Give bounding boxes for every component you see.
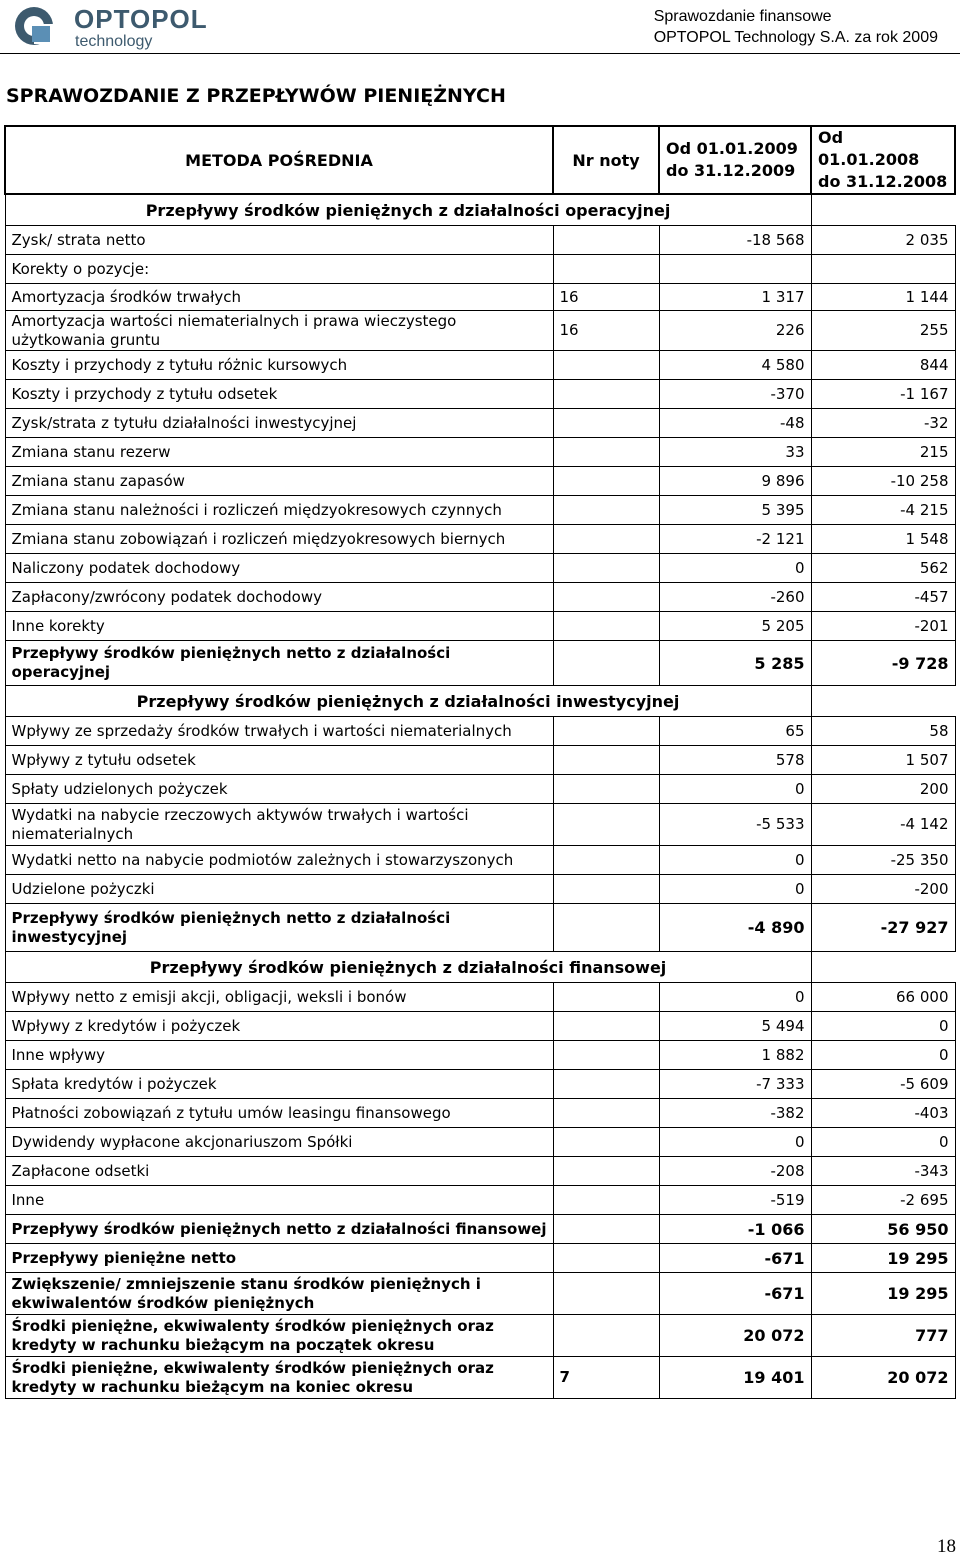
row-value-2009: 4 580: [659, 351, 811, 380]
table-row: [5, 1215, 955, 1244]
table-row: [5, 554, 955, 583]
row-value-2009: 0: [659, 846, 811, 875]
row-note: [553, 583, 659, 612]
table-header-row: [5, 126, 955, 194]
row-label: Spłata kredytów i pożyczek: [5, 1070, 553, 1099]
table-row: [5, 641, 955, 686]
row-value-2008: -32: [811, 409, 955, 438]
row-value-2008: -25 350: [811, 846, 955, 875]
row-label: Amortyzacja wartości niematerialnych i prawa wieczystego użytkowania gruntu: [5, 311, 553, 351]
row-label: Zmiana stanu rezerw: [5, 438, 553, 467]
table-row: [5, 1315, 955, 1357]
row-label: Spłaty udzielonych pożyczek: [5, 775, 553, 804]
period-2009-header: [659, 126, 811, 194]
row-value-2008: -2 695: [811, 1186, 955, 1215]
row-value-2008: 215: [811, 438, 955, 467]
row-value-2008: -403: [811, 1099, 955, 1128]
row-note: [553, 612, 659, 641]
table-row: [5, 284, 955, 311]
row-value-2008: 0: [811, 1012, 955, 1041]
table-row: [5, 904, 955, 952]
row-note: [553, 525, 659, 554]
table-row: [5, 1041, 955, 1070]
table-row: [5, 1070, 955, 1099]
row-label: Środki pieniężne, ekwiwalenty środków pieniężnych oraz kredyty w rachunku bieżącym na koniec okresu: [5, 1357, 553, 1399]
row-value-2008: 200: [811, 775, 955, 804]
table-row: [5, 380, 955, 409]
table-row: [5, 438, 955, 467]
row-value-2008: 19 295: [811, 1273, 955, 1315]
table-row: [5, 612, 955, 641]
row-value-2009: 33: [659, 438, 811, 467]
row-note: [553, 409, 659, 438]
row-value-2008: 562: [811, 554, 955, 583]
row-note: [553, 1099, 659, 1128]
row-value-2008: -343: [811, 1157, 955, 1186]
row-value-2008: -1 167: [811, 380, 955, 409]
table-row: [5, 1186, 955, 1215]
table-row: [5, 255, 955, 284]
row-note: [553, 875, 659, 904]
row-label: Koszty i przychody z tytułu różnic kursowych: [5, 351, 553, 380]
row-value-2009: -4 890: [659, 904, 811, 952]
section-title: Przepływy środków pieniężnych z działalności inwestycyjnej: [5, 686, 811, 717]
row-note: [553, 438, 659, 467]
note-header: Nr noty: [553, 126, 659, 194]
row-note: [553, 1186, 659, 1215]
row-value-2008: -9 728: [811, 641, 955, 686]
row-note: 7: [553, 1357, 659, 1399]
row-value-2009: -48: [659, 409, 811, 438]
report-info: [654, 6, 938, 48]
row-label: Wydatki na nabycie rzeczowych aktywów trwałych i wartości niematerialnych: [5, 804, 553, 846]
row-value-2008: -200: [811, 875, 955, 904]
row-note: 16: [553, 311, 659, 351]
row-value-2009: -370: [659, 380, 811, 409]
row-note: [553, 846, 659, 875]
table-row: [5, 1357, 955, 1399]
row-label: Zapłacone odsetki: [5, 1157, 553, 1186]
header-divider: [0, 53, 960, 54]
row-value-2009: 0: [659, 775, 811, 804]
row-value-2008: -10 258: [811, 467, 955, 496]
row-label: Wpływy netto z emisji akcji, obligacji, weksli i bonów: [5, 983, 553, 1012]
row-value-2009: 1 882: [659, 1041, 811, 1070]
row-value-2009: -7 333: [659, 1070, 811, 1099]
row-label: Przepływy środków pieniężnych netto z działalności operacyjnej: [5, 641, 553, 686]
row-value-2009: -1 066: [659, 1215, 811, 1244]
section-header-investing: [5, 686, 955, 717]
table-row: [5, 846, 955, 875]
table-row: [5, 351, 955, 380]
row-value-2009: 65: [659, 717, 811, 746]
table-row: [5, 226, 955, 255]
row-note: [553, 775, 659, 804]
row-value-2008: -5 609: [811, 1070, 955, 1099]
method-header: METODA POŚREDNIA: [5, 126, 553, 194]
row-value-2008: 20 072: [811, 1357, 955, 1399]
section-header-financing: [5, 952, 955, 983]
logo-mark-icon: [8, 4, 68, 52]
row-label: Przepływy środków pieniężnych netto z działalności finansowej: [5, 1215, 553, 1244]
table-row: [5, 775, 955, 804]
row-note: [553, 804, 659, 846]
row-value-2009: 5 205: [659, 612, 811, 641]
row-note: [553, 1157, 659, 1186]
row-note: [553, 1070, 659, 1099]
section-title: Przepływy środków pieniężnych z działalności finansowej: [5, 952, 811, 983]
row-note: [553, 380, 659, 409]
row-value-2008: -4 142: [811, 804, 955, 846]
table-row: [5, 311, 955, 351]
row-note: [553, 983, 659, 1012]
row-value-2009: -260: [659, 583, 811, 612]
period-2009-to: do 31.12.2009: [666, 161, 796, 180]
row-value-2009: -208: [659, 1157, 811, 1186]
row-note: [553, 1273, 659, 1315]
table-row: [5, 1012, 955, 1041]
row-note: [553, 1244, 659, 1273]
cash-flow-table: [4, 125, 954, 1399]
row-value-2009: -671: [659, 1244, 811, 1273]
row-label: Zwiększenie/ zmniejszenie stanu środków pieniężnych i ekwiwalentów środków pieniężnych: [5, 1273, 553, 1315]
row-label: Wpływy z tytułu odsetek: [5, 746, 553, 775]
logo-wordmark: OPTOPOL: [74, 4, 208, 34]
row-value-2009: 1 317: [659, 284, 811, 311]
row-label: Przepływy pieniężne netto: [5, 1244, 553, 1273]
table-row: [5, 583, 955, 612]
section-spacer: [811, 952, 955, 983]
row-value-2008: -201: [811, 612, 955, 641]
row-value-2009: 5 285: [659, 641, 811, 686]
logo-subtitle: technology: [75, 33, 153, 50]
row-label: Zysk/strata z tytułu działalności inwestycyjnej: [5, 409, 553, 438]
row-value-2008: 0: [811, 1128, 955, 1157]
row-value-2009: 5 494: [659, 1012, 811, 1041]
period-2008-from: Od 01.01.2008: [818, 128, 920, 169]
row-note: [553, 1315, 659, 1357]
row-note: [553, 1215, 659, 1244]
row-value-2009: 20 072: [659, 1315, 811, 1357]
row-value-2008: 1 507: [811, 746, 955, 775]
report-line-2: OPTOPOL Technology S.A. za rok 2009: [653, 29, 938, 46]
page-title: SPRAWOZDANIE Z PRZEPŁYWÓW PIENIĘŻNYCH: [6, 85, 506, 107]
row-label: Wydatki netto na nabycie podmiotów zależnych i stowarzyszonych: [5, 846, 553, 875]
row-label: Amortyzacja środków trwałych: [5, 284, 553, 311]
row-value-2008: 19 295: [811, 1244, 955, 1273]
row-value-2009: 19 401: [659, 1357, 811, 1399]
row-label: Dywidendy wypłacone akcjonariuszom Spółki: [5, 1128, 553, 1157]
row-value-2009: 578: [659, 746, 811, 775]
row-note: [553, 351, 659, 380]
row-note: [553, 496, 659, 525]
row-label: Środki pieniężne, ekwiwalenty środków pieniężnych oraz kredyty w rachunku bieżącym na początek okresu: [5, 1315, 553, 1357]
row-value-2009: -5 533: [659, 804, 811, 846]
page-header: [0, 0, 960, 54]
row-value-2009: 0: [659, 983, 811, 1012]
row-note: [553, 641, 659, 686]
table-row: [5, 746, 955, 775]
row-value-2009: -2 121: [659, 525, 811, 554]
row-note: [553, 255, 659, 284]
report-line-1: Sprawozdanie finansowe: [653, 8, 832, 25]
table-row: [5, 1099, 955, 1128]
table-row: [5, 1273, 955, 1315]
table-row: [5, 409, 955, 438]
table-row: [5, 1244, 955, 1273]
row-value-2008: 844: [811, 351, 955, 380]
table-row: [5, 1128, 955, 1157]
row-value-2009: [659, 255, 811, 284]
row-label: Zmiana stanu zobowiązań i rozliczeń międzyokresowych biernych: [5, 525, 553, 554]
row-value-2009: -671: [659, 1273, 811, 1315]
section-spacer: [811, 194, 955, 226]
row-value-2009: 9 896: [659, 467, 811, 496]
table-row: [5, 983, 955, 1012]
row-label: Zmiana stanu zapasów: [5, 467, 553, 496]
row-value-2009: 0: [659, 554, 811, 583]
row-label: Płatności zobowiązań z tytułu umów leasingu finansowego: [5, 1099, 553, 1128]
table-row: [5, 717, 955, 746]
row-label: Wpływy z kredytów i pożyczek: [5, 1012, 553, 1041]
row-label: Przepływy środków pieniężnych netto z działalności inwestycyjnej: [5, 904, 553, 952]
table-row: [5, 496, 955, 525]
row-label: Zapłacony/zwrócony podatek dochodowy: [5, 583, 553, 612]
row-label: Koszty i przychody z tytułu odsetek: [5, 380, 553, 409]
row-note: 16: [553, 284, 659, 311]
table-row: [5, 525, 955, 554]
row-label: Zysk/ strata netto: [5, 226, 553, 255]
row-label: Inne wpływy: [5, 1041, 553, 1070]
row-value-2009: -519: [659, 1186, 811, 1215]
table-row: [5, 1157, 955, 1186]
row-note: [553, 467, 659, 496]
row-note: [553, 904, 659, 952]
row-value-2008: -457: [811, 583, 955, 612]
row-label: Naliczony podatek dochodowy: [5, 554, 553, 583]
row-value-2008: -4 215: [811, 496, 955, 525]
row-note: [553, 1128, 659, 1157]
row-note: [553, 746, 659, 775]
row-label: Korekty o pozycje:: [5, 255, 553, 284]
row-value-2008: 255: [811, 311, 955, 351]
period-2009-from: Od 01.01.2009: [666, 139, 798, 158]
section-title: Przepływy środków pieniężnych z działalności operacyjnej: [5, 194, 811, 226]
row-value-2008: 66 000: [811, 983, 955, 1012]
company-logo: [8, 4, 258, 52]
table-row: [5, 467, 955, 496]
row-value-2008: -27 927: [811, 904, 955, 952]
row-value-2009: 0: [659, 875, 811, 904]
row-note: [553, 1012, 659, 1041]
page-number: 18: [937, 1536, 956, 1557]
row-value-2009: -382: [659, 1099, 811, 1128]
row-value-2008: 777: [811, 1315, 955, 1357]
row-value-2009: -18 568: [659, 226, 811, 255]
row-label: Wpływy ze sprzedaży środków trwałych i wartości niematerialnych: [5, 717, 553, 746]
row-note: [553, 717, 659, 746]
row-label: Zmiana stanu należności i rozliczeń międzyokresowych czynnych: [5, 496, 553, 525]
row-value-2008: 1 548: [811, 525, 955, 554]
row-label: Inne korekty: [5, 612, 553, 641]
row-value-2009: 226: [659, 311, 811, 351]
row-label: Udzielone pożyczki: [5, 875, 553, 904]
row-label: Inne: [5, 1186, 553, 1215]
row-value-2008: 56 950: [811, 1215, 955, 1244]
row-note: [553, 226, 659, 255]
row-value-2009: 0: [659, 1128, 811, 1157]
row-value-2008: 2 035: [811, 226, 955, 255]
period-2008-header: [811, 126, 955, 194]
row-note: [553, 1041, 659, 1070]
section-spacer: [811, 686, 955, 717]
table-row: [5, 804, 955, 846]
section-header-operating: [5, 194, 955, 226]
row-value-2008: 1 144: [811, 284, 955, 311]
row-value-2008: 58: [811, 717, 955, 746]
row-value-2008: 0: [811, 1041, 955, 1070]
period-2008-to: do 31.12.2008: [818, 172, 948, 191]
row-value-2008: [811, 255, 955, 284]
row-note: [553, 554, 659, 583]
row-value-2009: 5 395: [659, 496, 811, 525]
table-row: [5, 875, 955, 904]
